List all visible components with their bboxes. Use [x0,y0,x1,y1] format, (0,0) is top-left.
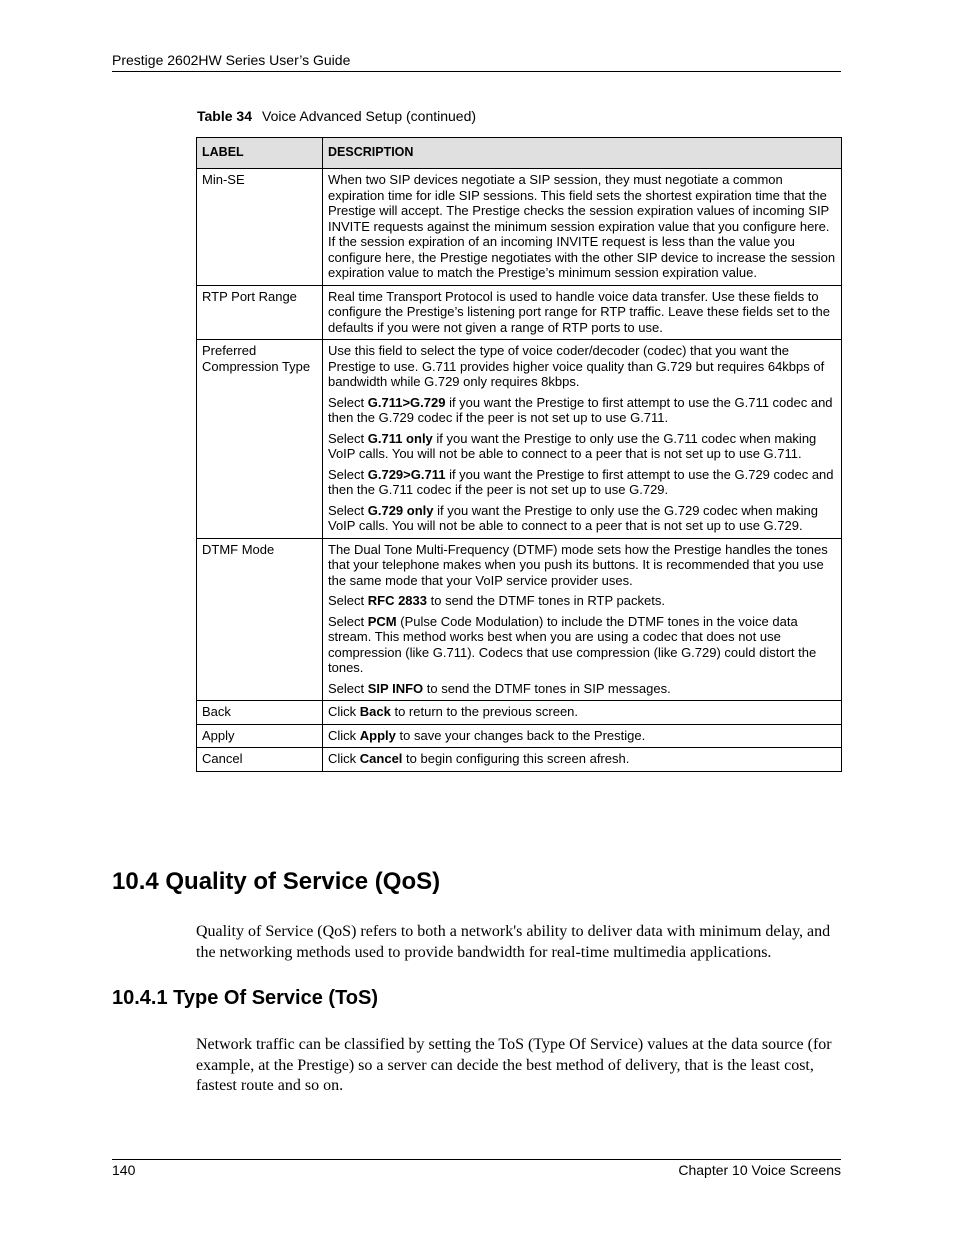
row-description [323,340,842,539]
row-description [323,538,842,701]
subsection-body-paragraph: Network traffic can be classified by setting the ToS (Type Of Service) values at the data source (for example, at the Prestige) so a server can decide the best method of delivery, that is the least cost, fastest route and so on. [196,1036,832,1094]
description-text: if you want the Prestige to only use the G.711 codec when making VoIP calls. You will not be able to connect to a peer that is not set up to use G.711. [328,430,817,461]
option-name: RFC 2833 [367,593,427,608]
table-row [197,724,842,748]
description-paragraph [328,172,837,281]
row-description [323,169,842,286]
description-text: to send the DTMF tones in SIP messages. [423,680,671,696]
description-text: Use this field to select the type of voice coder/decoder (codec) that you want the Prestige to use. G.711 provides higher voice quality than G.729 but requires 64kbps of bandwidth while G.729 only requires 8kbps. [328,343,825,389]
table-header-row [197,138,842,169]
table-caption-text: Voice Advanced Setup (continued) [262,108,477,124]
table-row [197,538,842,701]
table-caption [197,108,476,124]
row-label: Preferred Compression Type [197,340,323,539]
description-paragraph [328,614,837,676]
description-text: to begin configuring this screen afresh. [402,751,630,766]
description-text: The Dual Tone Multi-Frequency (DTMF) mode sets how the Prestige handles the tones that your telephone makes when you push its buttons. It is recommended that you use the same mode that your VoIP service provider uses. [328,541,828,588]
option-name: PCM [367,613,397,629]
option-name: G.729 only [367,502,434,518]
description-paragraph [328,593,837,609]
running-header: Prestige 2602HW Series User’s Guide [112,52,351,68]
option-name: Cancel [359,751,403,766]
table-caption-number: Table 34 [197,108,252,124]
description-text: When two SIP devices negotiate a SIP session, they must negotiate a common expiration time for idle SIP sessions. This field sets the shortest expiration time that the Prestige will accept. The Prestige checks the session expiration values of incoming SIP INVITE requests against the minimum session expiration value that you configure here. If the session expiration of an incoming INVITE request is less than the value you configure here, the Prestige negotiates with the other SIP device to increase the session expiration value to match the Prestige’s minimum session expiration value. [328,172,836,280]
description-paragraph [328,704,837,720]
description-text: if you want the Prestige to only use the G.729 codec when making VoIP calls. You will not be able to connect to a peer that is not set up to use G.729. [328,502,818,533]
description-text: Select [328,593,368,608]
description-text: (Pulse Code Modulation) to include the DTMF tones in the voice data stream. This method works best when you are using a codec that does not use compression (like G.711). Codecs that use compression (like G.729) could distort the tones. [328,613,817,675]
description-text: if you want the Prestige to first attempt to use the G.711 codec and then the G.729 codec if the peer is not set up to use G.711. [328,394,833,425]
description-paragraph [328,542,837,589]
row-description [323,285,842,340]
description-paragraph [328,503,837,534]
description-text: Click [328,704,360,719]
row-label: DTMF Mode [197,538,323,701]
description-text: to send the DTMF tones in RTP packets. [427,593,665,608]
subsection-heading: 10.4.1 Type Of Service (ToS) [112,987,379,1009]
row-label: Back [197,701,323,725]
footer-divider [112,1159,841,1160]
description-text: if you want the Prestige to first attempt to use the G.729 codec and then the G.711 codec if the peer is not set up to use G.729. [328,466,834,497]
table-body [197,169,842,772]
description-text: Select [328,680,368,696]
description-paragraph [328,467,837,498]
option-name: SIP INFO [367,680,424,696]
chapter-title: Chapter 10 Voice Screens [678,1162,841,1178]
row-description [323,724,842,748]
table-row [197,340,842,539]
table-row [197,285,842,340]
description-text: to return to the previous screen. [390,704,579,719]
column-header-description: DESCRIPTION [323,138,842,169]
description-paragraph [328,681,837,697]
description-text: Click [328,727,360,743]
description-text: Click [328,751,360,766]
option-name: G.711>G.729 [367,394,446,410]
header-divider [112,71,841,72]
page-number: 140 [112,1162,136,1178]
table-row [197,169,842,286]
row-label: RTP Port Range [197,285,323,340]
description-text: Select [328,502,368,518]
description-text: Select [328,394,368,410]
description-paragraph [328,751,837,767]
description-paragraph [328,728,837,744]
voice-advanced-setup-table [196,137,842,772]
row-description [323,748,842,772]
section-heading: 10.4 Quality of Service (QoS) [112,868,441,895]
description-paragraph [328,431,837,462]
column-header-label: LABEL [197,138,323,169]
option-name: G.711 only [367,430,433,446]
row-label: Apply [197,724,323,748]
option-name: Apply [359,727,396,743]
option-name: Back [359,704,391,719]
description-paragraph [328,343,837,390]
section-body-paragraph: Quality of Service (QoS) refers to both a network's ability to deliver data with minimum delay, and the networking methods used to provide bandwidth for real-time multimedia applications. [196,923,831,961]
table-row [197,748,842,772]
table-row [197,701,842,725]
description-text: Select [328,466,368,482]
description-paragraph [328,395,837,426]
row-label: Min-SE [197,169,323,286]
description-text: to save your changes back to the Prestige. [395,727,646,743]
row-label: Cancel [197,748,323,772]
description-text: Real time Transport Protocol is used to handle voice data transfer. Use these fields to configure the Prestige’s listening port range for RTP traffic. Leave these fields set to the defaults if you were not given a range of RTP ports to use. [328,288,830,335]
row-description [323,701,842,725]
description-paragraph [328,289,837,336]
description-text: Select [328,430,368,446]
description-text: Select [328,613,368,629]
option-name: G.729>G.711 [367,466,446,482]
